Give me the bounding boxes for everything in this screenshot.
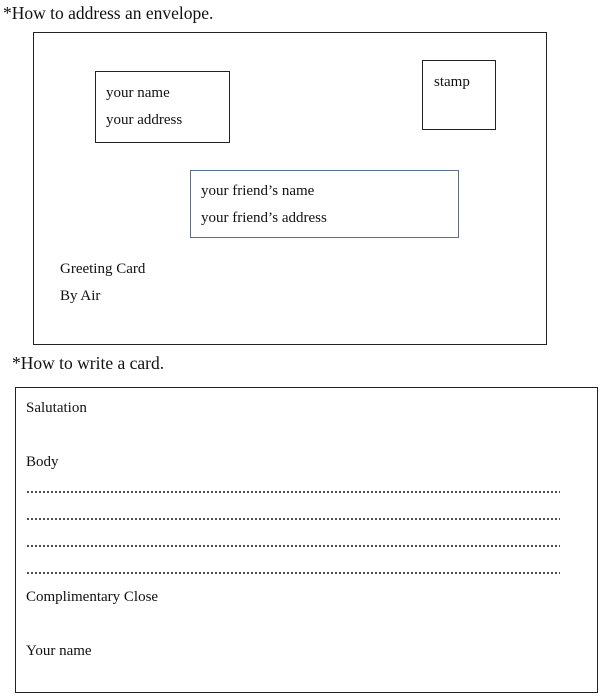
- sender-address: your address: [106, 112, 183, 128]
- sender-name: your name: [106, 85, 170, 101]
- body-label: Body: [26, 454, 59, 470]
- recipient-address: your friend’s address: [201, 210, 327, 226]
- body-dotted-line: [26, 491, 560, 493]
- stamp-label: stamp: [434, 74, 470, 90]
- card-heading: *How to write a card.: [12, 353, 165, 373]
- stamp-box: [422, 60, 496, 130]
- salutation-label: Salutation: [26, 400, 87, 416]
- body-dotted-line: [26, 572, 560, 574]
- sender-address-box: [95, 71, 230, 143]
- body-dotted-line: [26, 518, 560, 520]
- recipient-name: your friend’s name: [201, 183, 315, 199]
- your-name-label: Your name: [26, 643, 92, 659]
- by-air-note: By Air: [60, 288, 101, 304]
- recipient-address-box: [190, 170, 459, 238]
- card-diagram: [15, 387, 598, 693]
- complimentary-close-label: Complimentary Close: [26, 589, 159, 605]
- body-dotted-line: [26, 545, 560, 547]
- greeting-card-note: Greeting Card: [60, 261, 146, 277]
- envelope-diagram: [33, 32, 547, 345]
- envelope-heading: *How to address an envelope.: [3, 3, 214, 23]
